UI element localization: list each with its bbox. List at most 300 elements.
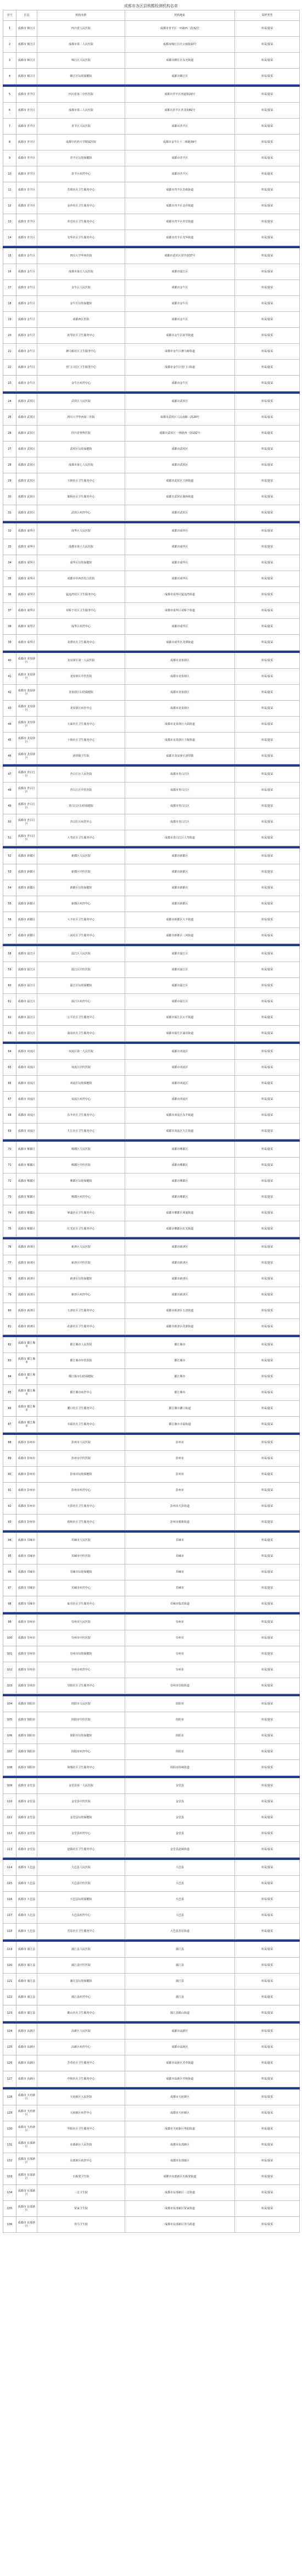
table-row: [3, 296, 300, 312]
cell-type: 单采/混采: [235, 603, 300, 619]
cell-address: 成都市青白江区大弯街道: [125, 830, 235, 846]
cell-address: 成都市东部新区: [125, 2137, 235, 2153]
cell-address: 成都市武侯区人民南路三段20号: [125, 410, 235, 426]
cell-no: 126: [3, 2055, 16, 2071]
cell-type: 单采/混采: [235, 539, 300, 555]
cell-type: 单采/混采: [235, 1580, 300, 1596]
cell-type: 单采/混采: [235, 2055, 300, 2071]
cell-no: 65: [3, 1060, 16, 1076]
cell-no: 92: [3, 1499, 16, 1515]
cell-type: 单采/混采: [235, 230, 300, 246]
cell-type: 单采/混采: [235, 635, 300, 651]
cell-district: 成都市 邛崃市: [16, 1580, 37, 1596]
cell-name: 简城社区卫生服务中心: [37, 1760, 125, 1776]
cell-name: 新都区人民医院: [37, 848, 125, 864]
cell-district: 成都市 都江堰市: [16, 1337, 37, 1353]
cell-no: 11: [3, 182, 16, 198]
cell-type: 单采/混采: [235, 505, 300, 521]
cell-address: 金堂县: [125, 1794, 235, 1810]
cell-type: 单采/混采: [235, 1303, 300, 1319]
cell-type: 单采/混采: [235, 53, 300, 69]
cell-name: 龙潭社区卫生服务中心: [37, 635, 125, 651]
table-row: [3, 767, 300, 783]
cell-no: 43: [3, 701, 16, 717]
cell-name: 石板凳卫生院: [37, 2169, 125, 2185]
cell-no: 86: [3, 1401, 16, 1417]
cell-name: 双桥子社区卫生服务中心: [37, 603, 125, 619]
table-row: [3, 426, 300, 442]
cell-district: 成都市 金牛区: [16, 328, 37, 344]
cell-type: 单采/混采: [235, 69, 300, 85]
cell-type: 单采/混采: [235, 653, 300, 669]
cell-no: 52: [3, 848, 16, 864]
cell-district: 成都市 新津区: [16, 1319, 37, 1335]
cell-district: 成都市 都江堰市: [16, 1417, 37, 1433]
table-row: [3, 1515, 300, 1530]
cell-district: 成都市 天府新区: [16, 2089, 37, 2105]
cell-type: 单采/混采: [235, 1860, 300, 1876]
table-row: [3, 2153, 300, 2169]
table-row: [3, 653, 300, 669]
cell-address: 成都市郫都区: [125, 1142, 235, 1158]
cell-type: 单采/混采: [235, 1564, 300, 1580]
cell-district: 成都市 大邑县: [16, 1892, 37, 1908]
cell-district: 成都市 新津区: [16, 1271, 37, 1287]
cell-district: 成都市 龙泉驿区: [16, 669, 37, 685]
cell-name: 武侯区疾控中心: [37, 505, 125, 521]
cell-type: 单采/混采: [235, 1205, 300, 1221]
table-row: [3, 182, 300, 198]
table-row: [3, 1728, 300, 1744]
table-row: [3, 2039, 300, 2055]
cell-address: 蒲江县: [125, 1958, 235, 1974]
cell-type: 单采/混采: [235, 1287, 300, 1303]
cell-type: 单采/混采: [235, 87, 300, 103]
cell-district: 成都市 东部新区: [16, 2201, 37, 2217]
cell-no: 32: [3, 523, 16, 539]
cell-district: 成都市 彭州市: [16, 1483, 37, 1499]
cell-type: 单采/混采: [235, 587, 300, 603]
table-row: [3, 1958, 300, 1974]
cell-district: 成都市 金堂县: [16, 1794, 37, 1810]
cell-type: 单采/混采: [235, 1174, 300, 1189]
cell-type: 单采/混采: [235, 21, 300, 37]
table-row: [3, 150, 300, 166]
cell-type: 单采/混采: [235, 717, 300, 733]
cell-type: 单采/混采: [235, 1744, 300, 1760]
cell-no: 41: [3, 669, 16, 685]
cell-type: 单采/混采: [235, 1826, 300, 1842]
cell-address: 成都市温江区公平街道: [125, 1010, 235, 1026]
cell-name: 蒲江县中医医院: [37, 1958, 125, 1974]
cell-name: 彭州市人民医院: [37, 1435, 125, 1451]
cell-district: 成都市 金牛区: [16, 296, 37, 312]
table-row: [3, 1417, 300, 1433]
cell-name: 双流区疾控中心: [37, 1092, 125, 1108]
table-row: [3, 603, 300, 619]
table-row: [3, 1580, 300, 1596]
table-row: [3, 1549, 300, 1564]
cell-no: 17: [3, 280, 16, 296]
cell-name: 成华区疾控中心: [37, 619, 125, 635]
cell-no: 33: [3, 539, 16, 555]
cell-name: 蒲江县疾控中心: [37, 1990, 125, 2005]
cell-no: 5: [3, 87, 16, 103]
cell-address: 大邑县: [125, 1892, 235, 1908]
cell-name: 花源社区卫生服务中心: [37, 1319, 125, 1335]
cell-district: 成都市 青羊区: [16, 87, 37, 103]
cell-district: 成都市 新都区: [16, 880, 37, 896]
cell-district: 成都市 武侯区: [16, 505, 37, 521]
cell-district: 成都市 彭州市: [16, 1451, 37, 1467]
cell-name: 成都西区医院: [37, 312, 125, 328]
cell-address: 简阳市: [125, 1712, 235, 1728]
cell-no: 98: [3, 1596, 16, 1612]
cell-no: 131: [3, 2137, 16, 2153]
cell-address: 成都市武侯区国学巷37号: [125, 248, 235, 264]
cell-no: 95: [3, 1549, 16, 1564]
cell-district: 成都市 东部新区: [16, 2153, 37, 2169]
cell-no: 130: [3, 2121, 16, 2137]
cell-address: 成都市成华区: [125, 523, 235, 539]
cell-type: 单采/混采: [235, 1385, 300, 1401]
cell-name: 三河社区卫生服务中心: [37, 928, 125, 944]
cell-no: 37: [3, 603, 16, 619]
cell-address: 成都市金牛区: [125, 280, 235, 296]
cell-type: 单采/混采: [235, 473, 300, 489]
cell-name: 成都市第三人民医院: [37, 103, 125, 119]
table-row: [3, 248, 300, 264]
cell-district: 成都市 温江区: [16, 962, 37, 978]
cell-no: 6: [3, 103, 16, 119]
cell-no: 31: [3, 505, 16, 521]
table-row: [3, 1221, 300, 1237]
cell-no: 2: [3, 37, 16, 53]
cell-no: 112: [3, 1826, 16, 1842]
cell-type: 单采/混采: [235, 946, 300, 962]
cell-district: 成都市 青白江区: [16, 783, 37, 798]
cell-type: 单采/混采: [235, 2169, 300, 2185]
cell-no: 91: [3, 1483, 16, 1499]
cell-address: 崇州市: [125, 1614, 235, 1630]
cell-address: 崇州市: [125, 1662, 235, 1678]
cell-type: 单采/混采: [235, 457, 300, 473]
cell-type: 单采/混采: [235, 767, 300, 783]
cell-district: 成都市 金堂县: [16, 1810, 37, 1826]
cell-address: 成都市郫都区: [125, 1158, 235, 1174]
cell-type: 单采/混采: [235, 2071, 300, 2087]
cell-type: 单采/混采: [235, 896, 300, 912]
cell-district: 成都市 郫都区: [16, 1221, 37, 1237]
cell-no: 24: [3, 394, 16, 410]
cell-no: 26: [3, 426, 16, 442]
cell-no: 83: [3, 1353, 16, 1369]
cell-no: 35: [3, 571, 16, 587]
cell-type: 单采/混采: [235, 1974, 300, 1990]
cell-name: 金牛区妇幼保健院: [37, 296, 125, 312]
table-row: [3, 135, 300, 150]
cell-district: 成都市 郫都区: [16, 1205, 37, 1221]
cell-type: 单采/混采: [235, 1515, 300, 1530]
table-row: [3, 864, 300, 880]
table-row: [3, 344, 300, 360]
table-row: [3, 1794, 300, 1810]
cell-no: 79: [3, 1287, 16, 1303]
cell-address: 蒲江县: [125, 1974, 235, 1990]
cell-no: 89: [3, 1451, 16, 1467]
cell-address: 大邑县: [125, 1876, 235, 1892]
cell-name: 成都市第二人民医院: [37, 37, 125, 53]
cell-no: 121: [3, 1974, 16, 1990]
cell-address: 邛崃市: [125, 1564, 235, 1580]
cell-address: 成都市武侯区玉林街道: [125, 473, 235, 489]
cell-name: 灌口社区卫生服务中心: [37, 1401, 125, 1417]
cell-type: 单采/混采: [235, 1319, 300, 1335]
cell-name: 四川省人民医院: [37, 21, 125, 37]
cell-district: 成都市 成华区: [16, 571, 37, 587]
table-row: [3, 1810, 300, 1826]
cell-district: 成都市 郫都区: [16, 1174, 37, 1189]
table-row: [3, 1826, 300, 1842]
cell-no: 40: [3, 653, 16, 669]
cell-address: 彭州市致和街道: [125, 1515, 235, 1530]
cell-district: 成都市 蒲江县: [16, 1958, 37, 1974]
cell-type: 单采/混采: [235, 166, 300, 182]
cell-district: 成都市 青白江区: [16, 798, 37, 814]
cell-type: 单采/混采: [235, 1662, 300, 1678]
cell-type: 单采/混采: [235, 198, 300, 214]
table-row: [3, 1303, 300, 1319]
cell-address: 成都市金牛区: [125, 376, 235, 392]
cell-no: 116: [3, 1892, 16, 1908]
cell-no: 14: [3, 230, 16, 246]
cell-district: 成都市 龙泉驿区: [16, 733, 37, 748]
cell-district: 成都市 青羊区: [16, 135, 37, 150]
cell-address: 成都市武侯区簇桥街道: [125, 489, 235, 505]
cell-no: 57: [3, 928, 16, 944]
cell-no: 54: [3, 880, 16, 896]
cell-address: 成都市龙泉驿区: [125, 685, 235, 701]
cell-address: 成都市龙泉驿区: [125, 669, 235, 685]
cell-name: 五津社区卫生服务中心: [37, 1303, 125, 1319]
cell-name: 大邑县妇幼保健院: [37, 1892, 125, 1908]
cell-type: 单采/混采: [235, 523, 300, 539]
cell-name: 四川大学华西医院: [37, 248, 125, 264]
cell-name: 武侯区人民医院: [37, 394, 125, 410]
cell-district: 成都市 大邑县: [16, 1908, 37, 1924]
cell-district: 成都市 天府新区: [16, 2121, 37, 2137]
cell-address: 成都市东部新区石板凳街道: [125, 2169, 235, 2185]
cell-address: 成都市温江区涌泉街道: [125, 1026, 235, 1042]
table-row: [3, 2201, 300, 2217]
cell-no: 16: [3, 264, 16, 280]
cell-address: 成都市郫都区: [125, 1189, 235, 1205]
cell-name: 青羊区人民医院: [37, 119, 125, 135]
cell-name: 简阳市中医医院: [37, 1712, 125, 1728]
cell-name: 蒲江县人民医院: [37, 1942, 125, 1958]
cell-name: 锦江区人民医院: [37, 53, 125, 69]
cell-district: 成都市 龙泉驿区: [16, 653, 37, 669]
table-row: [3, 280, 300, 296]
table-row: [3, 1760, 300, 1776]
cell-no: 78: [3, 1271, 16, 1287]
cell-name: 芳草社区卫生服务中心: [37, 2055, 125, 2071]
cell-district: 成都市 都江堰市: [16, 1353, 37, 1369]
cell-type: 单采/混采: [235, 1239, 300, 1255]
table-row: [3, 1892, 300, 1908]
cell-district: 成都市 简阳市: [16, 1760, 37, 1776]
table-row: [3, 912, 300, 928]
cell-address: 成都市金牛区: [125, 296, 235, 312]
cell-address: 大邑县: [125, 1860, 235, 1876]
cell-district: 成都市 龙泉驿区: [16, 685, 37, 701]
cell-name: 成都市第六人民医院: [37, 539, 125, 555]
cell-address: 蒲江县: [125, 1990, 235, 2005]
cell-address: 成都市新都区大丰街道: [125, 912, 235, 928]
cell-type: 单采/混采: [235, 928, 300, 944]
cell-no: 55: [3, 896, 16, 912]
cell-name: 新津区疾控中心: [37, 1287, 125, 1303]
cell-type: 单采/混采: [235, 312, 300, 328]
cell-district: 成都市 东部新区: [16, 2169, 37, 2185]
cell-district: 成都市 郫都区: [16, 1142, 37, 1158]
cell-name: 郫都区中医医院: [37, 1158, 125, 1174]
cell-name: 简阳市妇幼保健院: [37, 1728, 125, 1744]
table-row: [3, 1596, 300, 1612]
cell-no: 58: [3, 946, 16, 962]
cell-district: 成都市 青羊区: [16, 230, 37, 246]
table-row: [3, 1614, 300, 1630]
cell-no: 100: [3, 1630, 16, 1646]
table-row: [3, 587, 300, 603]
cell-district: 成都市 金堂县: [16, 1778, 37, 1794]
cell-type: 单采/混采: [235, 669, 300, 685]
cell-no: 97: [3, 1580, 16, 1596]
cell-name: 成都市第五人民医院: [37, 264, 125, 280]
cell-type: 单采/混采: [235, 426, 300, 442]
table-row: [3, 214, 300, 230]
cell-name: 高新区疾控中心: [37, 2039, 125, 2055]
cell-no: 34: [3, 555, 16, 571]
cell-name: 天彭社区卫生服务中心: [37, 1499, 125, 1515]
cell-no: 123: [3, 2005, 16, 2021]
cell-no: 132: [3, 2153, 16, 2169]
cell-name: 四川省第二中医医院: [37, 87, 125, 103]
table-row: [3, 1990, 300, 2005]
cell-address: 成都市龙泉驿区洛带镇: [125, 748, 235, 764]
cell-no: 102: [3, 1662, 16, 1678]
cell-name: 金堂县中医医院: [37, 1794, 125, 1810]
cell-name: 三岔卫生院: [37, 2185, 125, 2201]
cell-address: 成都市新津区: [125, 1271, 235, 1287]
cell-type: 单采/混采: [235, 783, 300, 798]
cell-district: 成都市 崇州市: [16, 1662, 37, 1678]
cell-address: 成都市青羊区草堂街道: [125, 214, 235, 230]
table-row: [3, 166, 300, 182]
cell-no: 129: [3, 2105, 16, 2121]
cell-type: 单采/混采: [235, 296, 300, 312]
cell-type: 单采/混采: [235, 1044, 300, 1060]
cell-address: 成都市双流区: [125, 1092, 235, 1108]
cell-district: 成都市 蒲江县: [16, 1942, 37, 1958]
cell-name: 贾家卫生院: [37, 2201, 125, 2217]
cell-district: 成都市 蒲江县: [16, 2005, 37, 2021]
cell-name: 东升社区卫生服务中心: [37, 1108, 125, 1124]
cell-name: 致和社区卫生服务中心: [37, 1515, 125, 1530]
cell-address: 成都市青羊区金沙街道: [125, 198, 235, 214]
table-row: [3, 394, 300, 410]
cell-no: 28: [3, 457, 16, 473]
table-row: [3, 1564, 300, 1580]
cell-address: 成都市青羊区苏坡街道: [125, 182, 235, 198]
cell-district: 成都市 金牛区: [16, 312, 37, 328]
cell-name: 赵镇社区卫生服务中心: [37, 1842, 125, 1858]
cell-address: 成都市温江区: [125, 994, 235, 1010]
cell-name: 金堂县第一人民医院: [37, 1778, 125, 1794]
cell-no: 111: [3, 1810, 16, 1826]
cell-address: 成都市青羊区: [125, 150, 235, 166]
table-row: [3, 619, 300, 635]
cell-type: 单采/混采: [235, 1060, 300, 1076]
cell-name: 彭州市妇幼保健院: [37, 1467, 125, 1483]
cell-no: 56: [3, 912, 16, 928]
cell-type: 单采/混采: [235, 1533, 300, 1549]
cell-type: 单采/混采: [235, 701, 300, 717]
cell-no: 109: [3, 1778, 16, 1794]
cell-address: 成都市新都区: [125, 864, 235, 880]
cell-no: 87: [3, 1417, 16, 1433]
cell-no: 75: [3, 1221, 16, 1237]
table-row: [3, 1483, 300, 1499]
cell-no: 71: [3, 1158, 16, 1174]
cell-no: 36: [3, 587, 16, 603]
table-row: [3, 489, 300, 505]
cell-name: 驷马桥社区卫生服务中心: [37, 344, 125, 360]
cell-no: 38: [3, 619, 16, 635]
cell-address: 彭州市: [125, 1467, 235, 1483]
cell-type: 单采/混采: [235, 1549, 300, 1564]
cell-no: 63: [3, 1026, 16, 1042]
cell-type: 单采/混采: [235, 1942, 300, 1958]
cell-type: 单采/混采: [235, 912, 300, 928]
table-row: [3, 1451, 300, 1467]
table-row: [3, 457, 300, 473]
cell-name: 邛崃市疾控中心: [37, 1580, 125, 1596]
cell-name: 苏坡社区卫生服务中心: [37, 182, 125, 198]
cell-no: 23: [3, 376, 16, 392]
cell-name: 中和社区卫生服务中心: [37, 2071, 125, 2087]
cell-address: 成都市锦江区庆云南街10号: [125, 37, 235, 53]
cell-no: 22: [3, 360, 16, 376]
cell-name: 大丰社区卫生服务中心: [37, 912, 125, 928]
cell-type: 单采/混采: [235, 2137, 300, 2153]
cell-address: 成都市武侯区: [125, 394, 235, 410]
cell-address: 成都市高新区: [125, 2039, 235, 2055]
table-row: [3, 848, 300, 864]
cell-name: 天府新区人民医院: [37, 2089, 125, 2105]
table-row: [3, 1876, 300, 1892]
cell-name: 双流区妇幼保健院: [37, 1076, 125, 1092]
cell-district: 成都市 金牛区: [16, 248, 37, 264]
table-row: [3, 1499, 300, 1515]
cell-name: 成都市第七人民医院: [37, 457, 125, 473]
cell-no: 117: [3, 1908, 16, 1924]
header-type: 采样类型: [235, 10, 300, 21]
cell-no: 122: [3, 1990, 16, 2005]
cell-district: 成都市 郫都区: [16, 1189, 37, 1205]
cell-district: 成都市 武侯区: [16, 426, 37, 442]
cell-no: 62: [3, 1010, 16, 1026]
